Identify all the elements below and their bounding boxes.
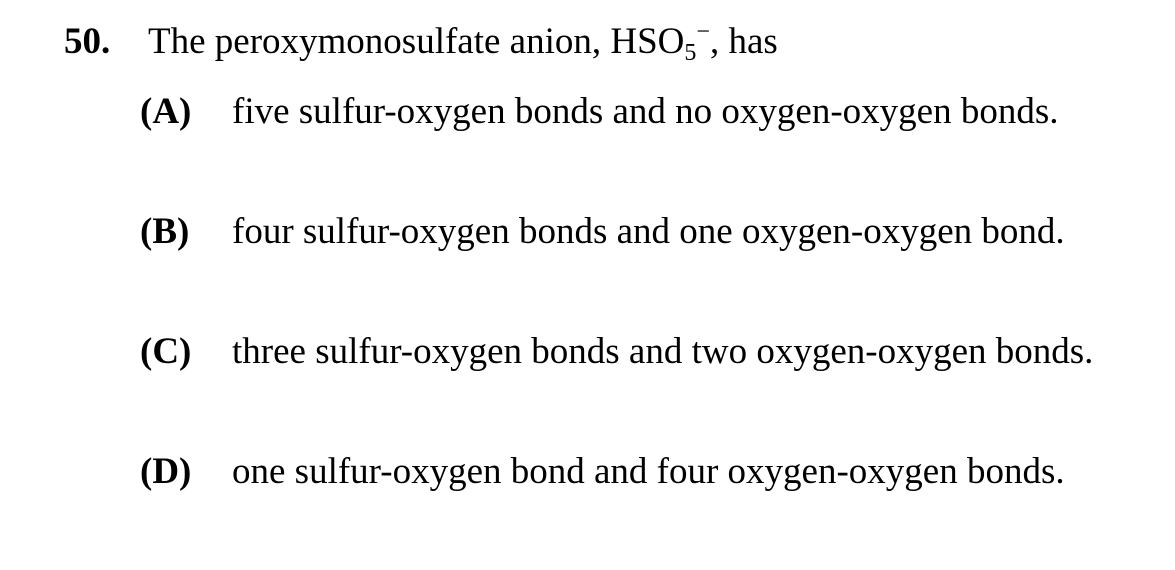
stem-text-after: , has	[709, 21, 778, 62]
choice-c-text: three sulfur-oxygen bonds and two oxygen-oxygen bonds.	[232, 331, 1094, 372]
choice-d-text: one sulfur-oxygen bond and four oxygen-oxygen bonds.	[232, 451, 1065, 492]
choice-d-label: (D)	[140, 451, 192, 492]
formula-subscript: 5	[684, 40, 697, 66]
choice-c-label: (C)	[140, 331, 192, 372]
stem-text	[148, 19, 778, 66]
question-stem	[64, 20, 778, 64]
question-number: 50.	[64, 21, 111, 62]
choice-b-label: (B)	[140, 211, 190, 252]
stem-text-before: The peroxymonosulfate anion, HSO	[148, 21, 685, 62]
choice-b-text: four sulfur-oxygen bonds and one oxygen-oxygen bond.	[232, 211, 1065, 252]
choice-a-label: (A)	[140, 91, 192, 132]
choice-a-text: five sulfur-oxygen bonds and no oxygen-oxygen bonds.	[232, 91, 1059, 132]
formula-superscript: −	[696, 19, 710, 45]
